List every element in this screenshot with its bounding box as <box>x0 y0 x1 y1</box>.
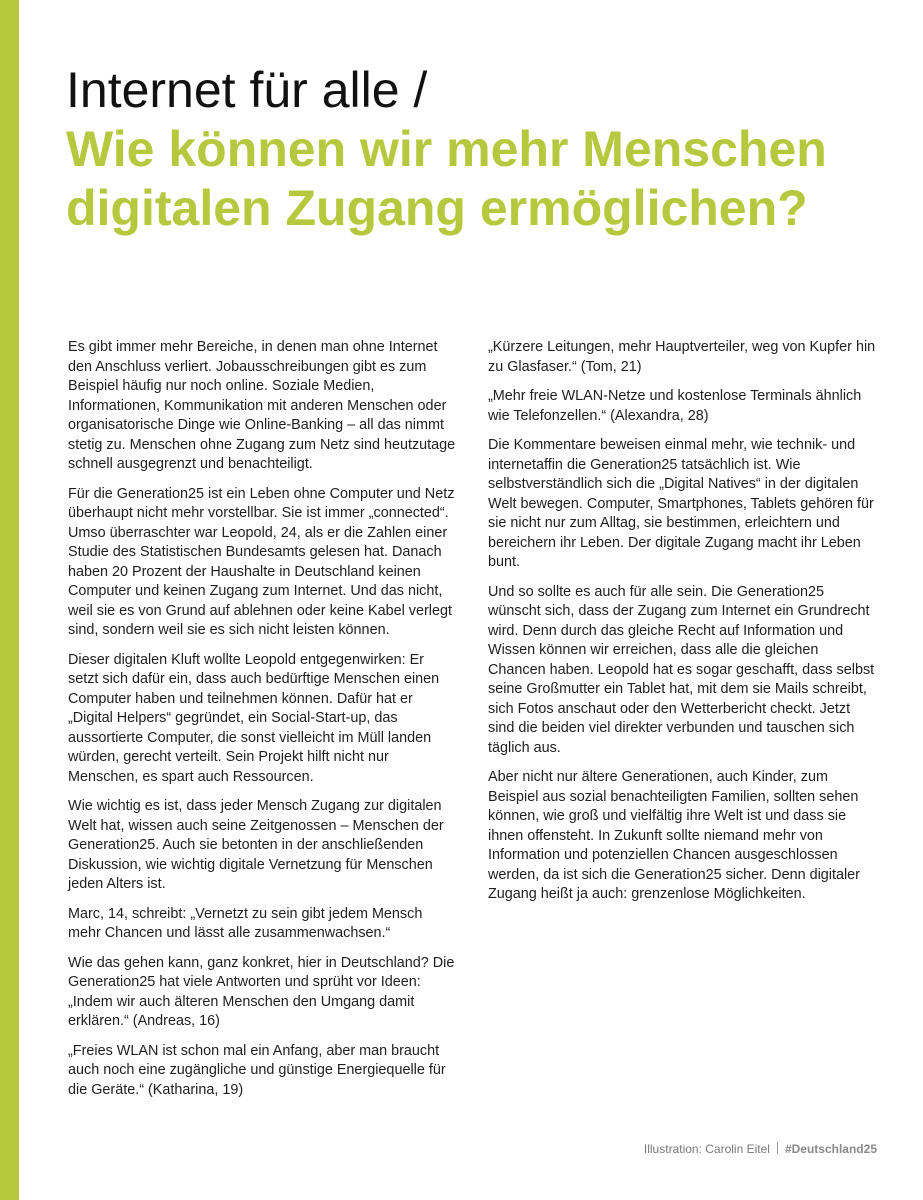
paragraph: Wie wichtig es ist, dass jeder Mensch Zugang zur digitalen Welt hat, wissen auch seine Zeitgenossen – Menschen der Generation25. Auch sie betonten in der anschließenden Diskussion, wie wichtig digitale Vernetzung für Menschen jeden Alters ist. <box>68 798 444 892</box>
title-line-2: Wie können wir mehr Menschen digitalen Zugang ermöglichen? <box>66 121 827 236</box>
left-column <box>68 338 456 1110</box>
paragraph: Und so sollte es auch für alle sein. Die Generation25 wünscht sich, dass der Zugang zum Internet ein Grundrecht wird. Denn durch das gleiche Recht auf Information und Wissen können wir erreichen, dass alle die gleichen Chancen haben. Leopold hat es sogar geschafft, dass selbst seine Großmutter ein Tablet hat, mit dem sie Mails schreibt, sich Fotos anschaut oder den Wetterbericht checkt. Jetzt sind die beiden viel direkter verbunden und tauschen sich täglich aus. <box>488 583 875 756</box>
paragraph: Marc, 14, schreibt: „Vernetzt zu sein gibt jedem Mensch mehr Chancen und lässt alle zusammenwachsen.“ <box>68 905 423 941</box>
page-footer <box>644 1142 877 1156</box>
footer-hashtag: #Deutschland25 <box>784 1142 877 1156</box>
paragraph: Dieser digitalen Kluft wollte Leopold entgegenwirken: Er setzt sich dafür ein, dass auch bedürftige Menschen einen Computer haben und teilnehmen können. Dafür hat er „Digital Helpers“ gegründet, ein Social-Start-up, das aussortierte Computer, die sonst vielleicht im Müll landen würden, gerecht verteilt. Sein Projekt hilft nicht nur Menschen, es spart auch Ressourcen. <box>68 651 440 785</box>
paragraph: „Kürzere Leitungen, mehr Hauptverteiler, weg von Kupfer hin zu Glasfaser.“ (Tom, 21) <box>488 339 876 375</box>
paragraph: Wie das gehen kann, ganz konkret, hier in Deutschland? Die Generation25 hat viele Antworten und sprüht vor Ideen: „Indem wir auch älteren Menschen den Umgang damit erklären.“ (Andreas, 16) <box>68 954 455 1029</box>
paragraph: Es gibt immer mehr Bereiche, in denen man ohne Internet den Anschluss verliert. Jobausschreibungen gibt es zum Beispiel häufig nur noch online. Soziale Medien, Informationen, Kommunikation mit anderen Menschen oder organisatorische Dinge wie Online-Banking – all das nimmt stetig zu. Menschen ohne Zugang zum Netz sind heutzutage schnell ausgegrenzt und benachteiligt. <box>68 339 456 472</box>
paragraph: Für die Generation25 ist ein Leben ohne Computer und Netz überhaupt nicht mehr vorstellbar. Sie ist immer „connected“. Umso überraschter war Leopold, 24, als er die Zahlen einer Studie des Statistischen Bundesamts gelesen hat. Danach haben 20 Prozent der Haushalte in Deutschland keinen Computer und keinen Zugang zum Internet. Und das nicht, weil sie es von Grund auf ablehnen oder keine Kabel verlegt sind, sondern weil sie es sich nicht leisten können. <box>68 485 455 638</box>
paragraph: „Freies WLAN ist schon mal ein Anfang, aber man braucht auch noch eine zugängliche und günstige Energiequelle für die Geräte.“ (Katharina, 19) <box>68 1042 446 1098</box>
title-line-1: Internet für alle / <box>66 62 428 118</box>
footer-divider <box>777 1142 778 1154</box>
right-column <box>488 338 878 915</box>
paragraph: „Mehr freie WLAN-Netze und kostenlose Terminals ähnlich wie Telefonzellen.“ (Alexandra, 28) <box>488 388 862 424</box>
paragraph: Die Kommentare beweisen einmal mehr, wie technik- und internetaffin die Generation25 tatsächlich ist. Wie selbstverständlich sich die „Digital Natives“ in der digitalen Welt bewegen. Computer, Smartphones, Tablets gehören für sie nicht nur zum Alltag, sie bestimmen, erleichtern und bereichern ihr Leben. Der digitale Zugang macht ihr Leben bunt. <box>488 437 874 570</box>
illustration-credit: Illustration: Carolin Eitel <box>643 1142 770 1156</box>
paragraph: Aber nicht nur ältere Generationen, auch Kinder, zum Beispiel aus sozial benachteiligten Familien, sollten sehen können, wie groß und vielfältig ihre Welt ist und dass sie ihnen offensteht. In Zukunft sollte niemand mehr von Information und potenziellen Chancen ausgeschlossen werden, da ist sich die Generation25 sicher. Denn digitaler Zugang heißt ja auch: grenzenlose Möglichkeiten. <box>488 769 860 902</box>
accent-side-bar <box>0 0 19 1200</box>
page-title <box>66 60 906 238</box>
